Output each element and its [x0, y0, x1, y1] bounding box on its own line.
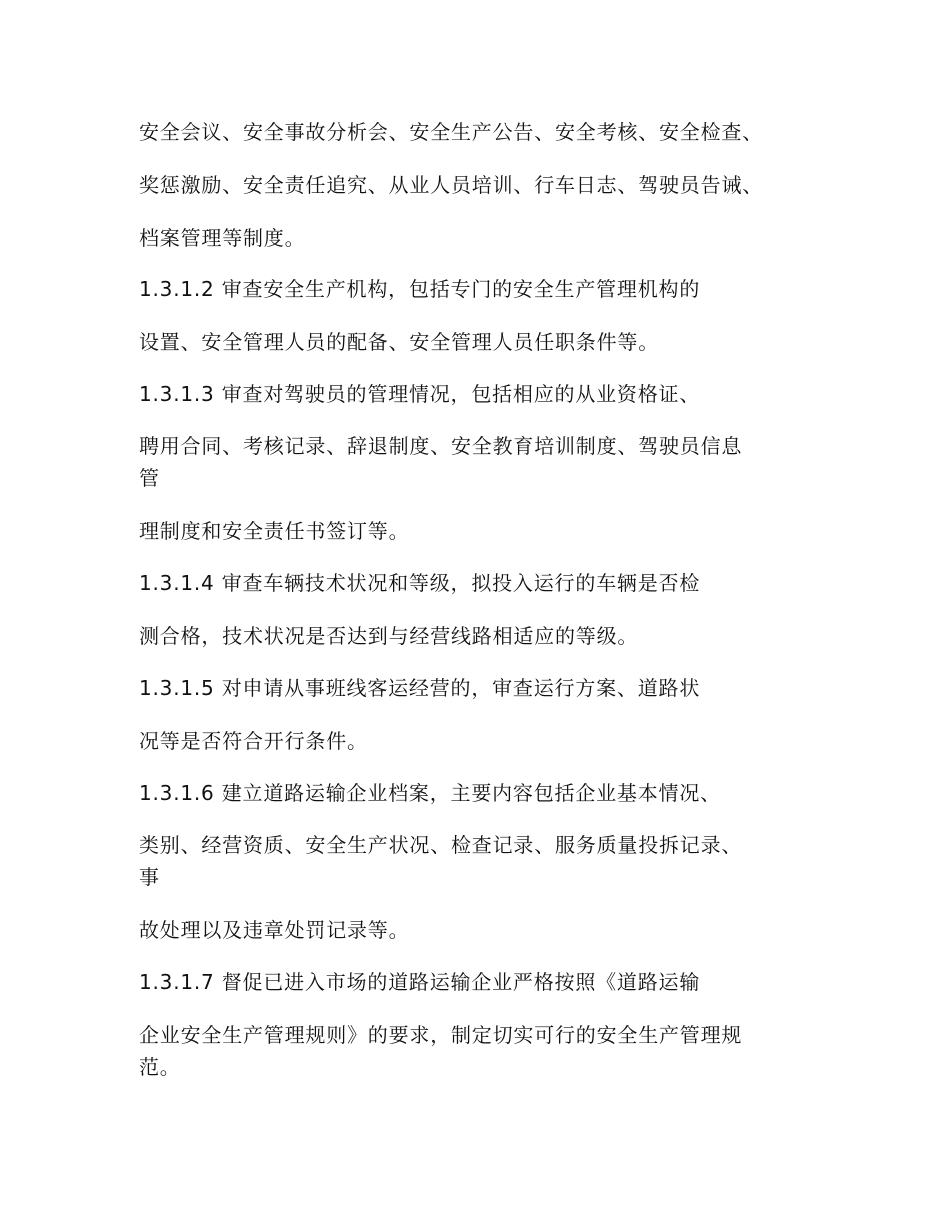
- section-1-3-1-2: 1.3.1.2 审查安全生产机构，包括专门的安全生产管理机构的: [139, 277, 701, 301]
- text-line: 聘用合同、考核记录、辞退制度、安全教育培训制度、驾驶员信息: [139, 434, 743, 458]
- text-line: 事: [139, 865, 160, 889]
- text-line: 安全会议、安全事故分析会、安全生产公告、安全考核、安全检查、: [139, 120, 763, 144]
- text-line: 范。: [139, 1055, 181, 1079]
- text-line: 况等是否符合开行条件。: [139, 729, 368, 753]
- section-1-3-1-5: 1.3.1.5 对申请从事班线客运经营的，审查运行方案、道路状: [139, 676, 701, 700]
- text-line: 企业安全生产管理规则》的要求，制定切实可行的安全生产管理规: [139, 1023, 743, 1047]
- section-1-3-1-3: 1.3.1.3 审查对驾驶员的管理情况，包括相应的从业资格证、: [139, 382, 701, 406]
- section-1-3-1-4: 1.3.1.4 审查车辆技术状况和等级，拟投入运行的车辆是否检: [139, 571, 701, 595]
- text-line: 奖惩激励、安全责任追究、从业人员培训、行车日志、驾驶员告诫、: [139, 173, 763, 197]
- section-1-3-1-6: 1.3.1.6 建立道路运输企业档案，主要内容包括企业基本情况、: [139, 781, 721, 805]
- text-line: 理制度和安全责任书签订等。: [139, 519, 410, 543]
- text-line: 故处理以及违章处罚记录等。: [139, 918, 410, 942]
- text-line: 设置、安全管理人员的配备、安全管理人员任职条件等。: [139, 330, 659, 354]
- text-line: 管: [139, 466, 160, 490]
- text-line: 档案管理等制度。: [139, 226, 306, 250]
- text-line: 类别、经营资质、安全生产状况、检查记录、服务质量投拆记录、: [139, 833, 743, 857]
- section-1-3-1-7: 1.3.1.7 督促已进入市场的道路运输企业严格按照《道路运输: [139, 970, 701, 994]
- text-line: 测合格，技术状况是否达到与经营线路相适应的等级。: [139, 624, 639, 648]
